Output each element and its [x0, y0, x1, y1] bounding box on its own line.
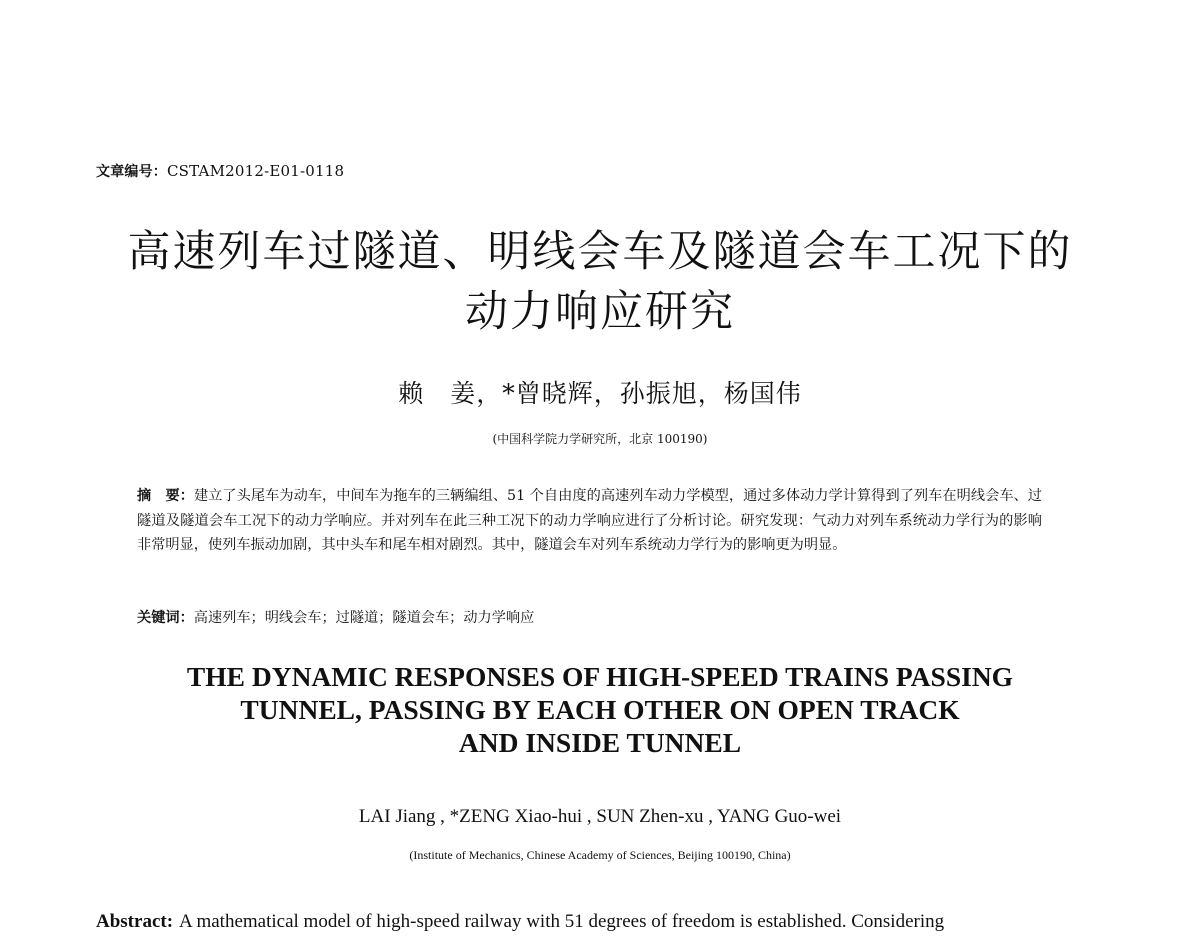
english-title [0, 660, 1200, 759]
chinese-keywords-label: 关键词： [137, 610, 194, 626]
chinese-title-line-2: 动力响应研究 [465, 287, 735, 337]
chinese-title [0, 222, 1200, 342]
chinese-keywords [137, 606, 1042, 630]
english-abstract [96, 906, 1086, 937]
chinese-abstract [137, 484, 1042, 558]
chinese-affiliation: (中国科学院力学研究所，北京 100190) [492, 432, 708, 446]
article-number-value: CSTAM2012-E01-0118 [167, 162, 345, 180]
chinese-keywords-text: 高速列车；明线会车；过隧道；隧道会车；动力学响应 [193, 610, 535, 626]
english-title-line-2: TUNNEL, PASSING BY EACH OTHER ON OPEN TRACK [240, 694, 960, 725]
english-affiliation: (Institute of Mechanics, Chinese Academy of Sciences, Beijing 100190, China) [409, 848, 791, 862]
article-number-label: 文章编号： [96, 164, 167, 180]
english-title-line-3: AND INSIDE TUNNEL [458, 727, 742, 758]
article-number [96, 161, 344, 181]
english-abstract-label: Abstract: [96, 911, 174, 932]
chinese-title-line-1: 高速列车过隧道、明线会车及隧道会车工况下的 [127, 227, 1073, 277]
chinese-authors: 赖 姜，*曾晓辉，孙振旭，杨国伟 [398, 379, 802, 408]
english-authors: LAI Jiang , *ZENG Xiao-hui , SUN Zhen-xu , YANG Guo-wei [358, 806, 842, 827]
english-title-line-1: THE DYNAMIC RESPONSES OF HIGH-SPEED TRAINS PASSING [186, 661, 1014, 692]
chinese-abstract-label: 摘 要： [137, 488, 194, 504]
english-abstract-text: A mathematical model of high-speed railway with 51 degrees of freedom is established. Considering [179, 911, 945, 932]
chinese-abstract-text: 建立了头尾车为动车，中间车为拖车的三辆编组、51 个自由度的高速列车动力学模型，通过多体动力学计算得到了列车在明线会车、过隧道及隧道会车工况下的动力学响应。并对列车在此三种工况下的动力学响应进行了分析讨论。研究发现：气动力对列车系统动力学行为的影响非常明显，使列车振动加剧，其中头车和尾车相对剧烈。其中，隧道会车对列车系统动力学行为的影响更为明显。 [137, 488, 1042, 553]
